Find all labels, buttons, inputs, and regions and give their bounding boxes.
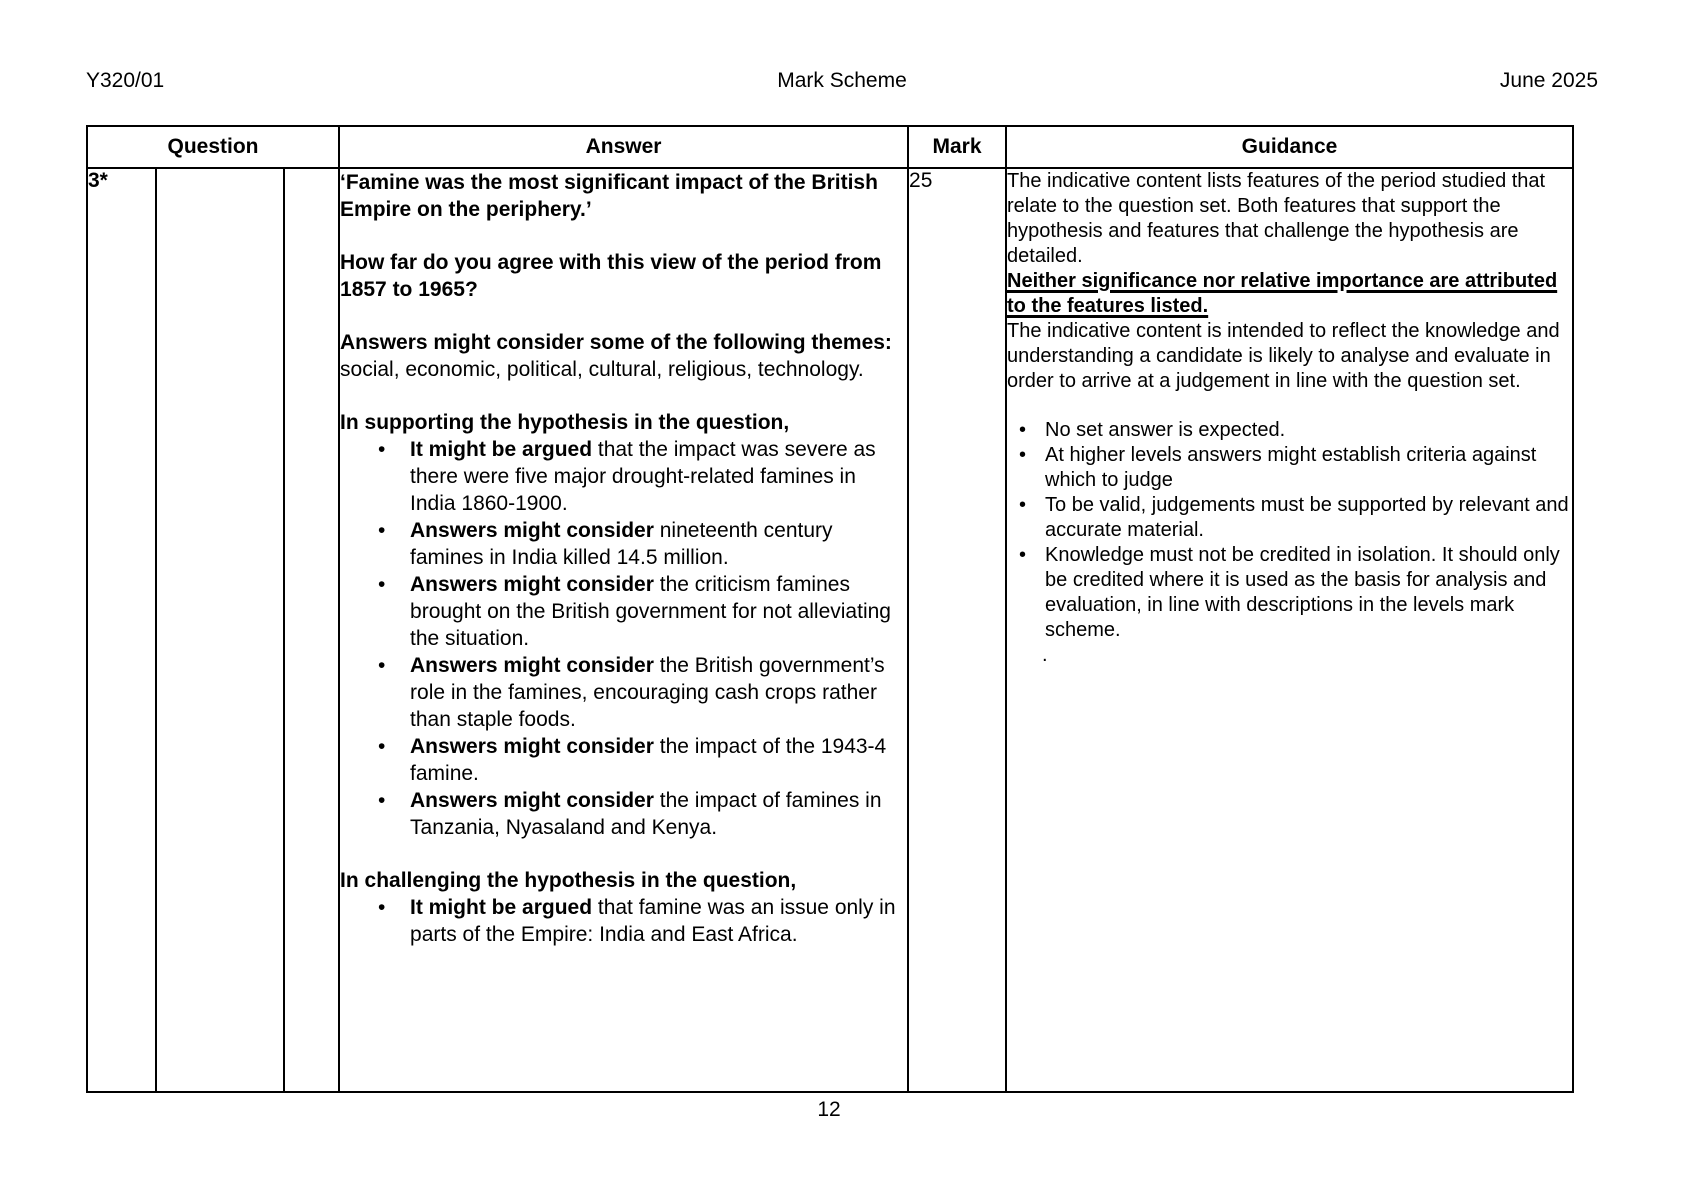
- text-segment: Answers might consider: [410, 789, 660, 812]
- bullet-item: [340, 894, 907, 948]
- bullet-dot-icon: •: [378, 654, 386, 677]
- text-segment: nineteenth century famines in India killed 14.5 million.: [410, 519, 833, 569]
- question-subcell-part: [156, 168, 284, 1092]
- bullet-text: [410, 894, 907, 948]
- document-date: June 2025: [1499, 69, 1598, 92]
- text-segment: At higher levels answers might establish criteria against which to judge: [1045, 444, 1537, 491]
- text-segment: ‘Famine was the most significant impact of the British Empire on the periphery.’: [340, 171, 878, 221]
- bullet-dot-icon: •: [1019, 544, 1027, 566]
- document-title: Mark Scheme: [777, 69, 907, 92]
- bullet-dot-icon: •: [378, 519, 386, 542]
- bullet-item: [1007, 543, 1572, 643]
- text-segment: Answers might consider some of the following themes:: [340, 331, 892, 354]
- text-segment: It might be argued: [410, 438, 598, 461]
- bullet-dot-icon: •: [378, 735, 386, 758]
- text-segment: In challenging the hypothesis in the question,: [340, 869, 797, 892]
- bullet-text: [410, 652, 907, 733]
- text-segment: the impact of famines in Tanzania, Nyasaland and Kenya.: [410, 789, 882, 839]
- bullet-item: [340, 787, 907, 841]
- mark-scheme-table: [86, 125, 1574, 1093]
- bullet-item: [1007, 493, 1572, 543]
- bullet-text: [1045, 443, 1572, 493]
- bullet-dot-icon: •: [1019, 419, 1027, 441]
- column-header-guidance: Guidance: [1006, 126, 1573, 168]
- question-subcell-subpart: [284, 168, 339, 1092]
- mark-value: 25: [908, 168, 1006, 1092]
- column-header-mark: Mark: [908, 126, 1006, 168]
- text-segment: The indicative content lists features of the period studied that relate to the question set. Both features that support the hypothesis and features that challenge the hypothesis are detailed.: [1007, 170, 1546, 267]
- bullet-item: [1007, 443, 1572, 493]
- bullet-dot-icon: •: [378, 789, 386, 812]
- bullet-text: [1045, 493, 1572, 543]
- bullet-text: [410, 787, 907, 841]
- paragraph: [1007, 319, 1572, 394]
- bullet-dot-icon: •: [1019, 444, 1027, 466]
- bullet-dot-icon: •: [378, 438, 386, 461]
- bullet-item: [340, 517, 907, 571]
- text-segment: Answers might consider: [410, 654, 660, 677]
- bullet-text: [1045, 543, 1572, 643]
- paragraph-spacer: [340, 223, 907, 249]
- paragraph-spacer: [340, 383, 907, 409]
- answer-cell: [339, 168, 908, 1092]
- text-segment: It might be argued: [410, 896, 598, 919]
- bullet-item: [1007, 418, 1572, 443]
- bullet-text: [410, 733, 907, 787]
- text-segment: Neither significance nor relative importance are attributed to the features listed.: [1007, 270, 1558, 317]
- paragraph: [1042, 643, 1572, 668]
- text-segment: the impact of the 1943-4 famine.: [410, 735, 887, 785]
- text-segment: social, economic, political, cultural, religious, technology.: [340, 358, 864, 381]
- text-segment: .: [1042, 644, 1048, 666]
- text-segment: In supporting the hypothesis in the question,: [340, 411, 790, 434]
- table-header-row: [87, 126, 1573, 168]
- document-header: [86, 68, 1598, 94]
- text-segment: The indicative content is intended to reflect the knowledge and understanding a candidate is likely to analyse and evaluate in order to arrive at a judgement in line with the question set.: [1007, 320, 1560, 392]
- paragraph: [340, 329, 907, 383]
- text-segment: Knowledge must not be credited in isolation. It should only be credited where it is used as the basis for analysis and evaluation, in line with descriptions in the levels mark scheme.: [1045, 544, 1560, 641]
- paragraph: [340, 867, 907, 894]
- text-segment: that famine was an issue only in parts of the Empire: India and East Africa.: [410, 896, 896, 946]
- text-segment: the criticism famines brought on the British government for not alleviating the situation.: [410, 573, 891, 650]
- guidance-cell: [1006, 168, 1573, 1092]
- text-segment: Answers might consider: [410, 519, 660, 542]
- bullet-item: [340, 571, 907, 652]
- column-header-question: Question: [87, 126, 339, 168]
- bullet-item: [340, 652, 907, 733]
- text-segment: How far do you agree with this view of the period from 1857 to 1965?: [340, 251, 882, 301]
- bullet-text: [1045, 418, 1572, 443]
- text-segment: that the impact was severe as there were five major drought-related famines in India 1860-1900.: [410, 438, 876, 515]
- paragraph: [1007, 269, 1572, 319]
- paragraph-spacer: [340, 841, 907, 867]
- page-number: 12: [817, 1098, 841, 1121]
- bullet-text: [410, 571, 907, 652]
- bullet-text: [410, 436, 907, 517]
- text-segment: No set answer is expected.: [1045, 419, 1286, 441]
- text-segment: the British government’s role in the famines, encouraging cash crops rather than staple foods.: [410, 654, 885, 731]
- table-row: [87, 168, 1573, 1092]
- paragraph: [340, 249, 907, 303]
- bullet-dot-icon: •: [378, 896, 386, 919]
- paragraph-spacer: [1007, 394, 1572, 418]
- bullet-item: [340, 733, 907, 787]
- bullet-dot-icon: •: [378, 573, 386, 596]
- paragraph-spacer: [340, 303, 907, 329]
- bullet-item: [340, 436, 907, 517]
- text-segment: To be valid, judgements must be supported by relevant and accurate material.: [1045, 494, 1569, 541]
- text-segment: Answers might consider: [410, 573, 660, 596]
- paragraph: [340, 169, 907, 223]
- paragraph: [340, 409, 907, 436]
- column-header-answer: Answer: [339, 126, 908, 168]
- text-segment: Answers might consider: [410, 735, 660, 758]
- question-number: 3*: [87, 168, 156, 1092]
- bullet-dot-icon: •: [1019, 494, 1027, 516]
- paragraph: [1007, 169, 1572, 269]
- document-code: Y320/01: [86, 69, 165, 92]
- bullet-text: [410, 517, 907, 571]
